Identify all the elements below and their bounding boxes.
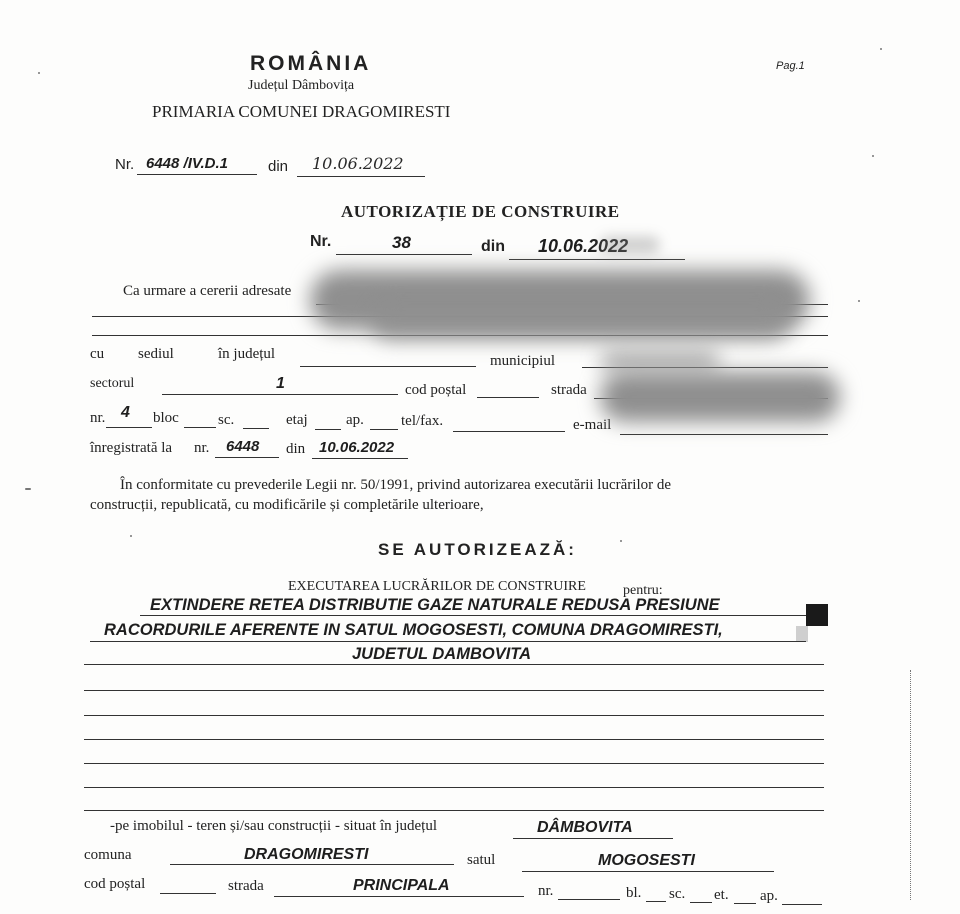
location-cod-postal-line — [160, 893, 216, 894]
works-line-1 — [140, 615, 806, 616]
etaj-line — [315, 429, 341, 430]
works-line-7 — [84, 763, 824, 764]
redaction-blur — [370, 300, 790, 340]
location-cod-postal-label: cod poștal — [84, 876, 146, 892]
document-nr-value: 38 — [392, 233, 411, 252]
country-heading: ROMÂNIA — [250, 52, 372, 75]
location-strada-line — [274, 896, 524, 897]
registration-nr-line — [137, 174, 257, 175]
comuna-label: comuna — [84, 847, 132, 863]
comuna-value: DRAGOMIRESTI — [244, 846, 369, 863]
page-number: Pag.1 — [776, 60, 805, 72]
registered-date-line — [312, 458, 408, 459]
tel-line — [453, 431, 565, 432]
location-nr-label: nr. — [538, 883, 554, 899]
location-nr-line — [558, 899, 620, 900]
registered-nr-line — [215, 457, 279, 458]
location-bl-line — [646, 901, 666, 902]
etaj-label: etaj — [286, 412, 308, 428]
tel-label: tel/fax. — [401, 413, 444, 429]
registered-date: 10.06.2022 — [319, 439, 395, 456]
registered-label: înregistrată la — [90, 440, 173, 456]
comuna-line — [170, 864, 454, 865]
document-date-line — [509, 259, 685, 260]
location-intro: -pe imobilul - teren și/sau construcții - situat în județul — [110, 818, 438, 834]
works-description-line2: RACORDURILE AFERENTE IN SATUL MOGOSESTI, COMUNA DRAGOMIRESTI, — [104, 621, 723, 639]
redaction-blur — [600, 372, 840, 422]
nr-line — [106, 427, 152, 428]
redaction-blur — [600, 350, 720, 372]
email-line — [620, 434, 828, 435]
document-din-label: din — [481, 238, 505, 255]
registration-nr-label: Nr. — [115, 156, 135, 173]
satul-label: satul — [467, 852, 496, 868]
judet-line — [300, 366, 476, 367]
redaction-blur — [600, 236, 660, 254]
scan-speck — [620, 540, 622, 542]
satul-value: MOGOSESTI — [598, 852, 695, 869]
document-nr-label: Nr. — [310, 233, 332, 250]
scan-speck — [858, 300, 860, 302]
cu-label: cu — [90, 346, 105, 362]
location-sc-line — [690, 902, 712, 903]
works-line-5 — [84, 715, 824, 716]
location-et-label: et. — [714, 887, 729, 903]
location-ap-label: ap. — [760, 888, 778, 904]
document-title: AUTORIZAȚIE DE CONSTRUIRE — [341, 202, 620, 221]
location-judet-value: DÂMBOVITA — [537, 819, 633, 836]
satul-line — [522, 871, 774, 872]
registration-date: 10.06.2022 — [312, 154, 404, 173]
registration-nr-value: 6448 /IV.D.1 — [146, 155, 229, 172]
request-label: Ca urmare a cererii adresate — [123, 283, 292, 299]
location-judet-line — [513, 838, 673, 839]
legal-text-line1: În conformitate cu prevederile Legii nr. 50/1991, privind autorizarea executării lucrărilor de — [120, 477, 672, 493]
scan-speck — [130, 535, 132, 537]
sediul-label: sediul — [138, 346, 174, 362]
sector-value: 1 — [276, 375, 285, 392]
registered-nr-label: nr. — [194, 440, 210, 456]
legal-text-line2: construcții, republicată, cu modificările și completările ulterioare, — [90, 497, 484, 513]
works-line-2 — [90, 641, 806, 642]
bloc-label: bloc — [153, 410, 179, 426]
scan-speck — [880, 48, 882, 50]
location-strada-label: strada — [228, 878, 264, 894]
redaction-square — [806, 604, 828, 626]
works-line-8 — [84, 787, 824, 788]
redaction-square — [796, 626, 808, 642]
location-ap-line — [782, 904, 822, 905]
scan-speck — [25, 488, 31, 490]
works-pentru: pentru: — [623, 583, 663, 598]
scan-speck — [38, 72, 40, 74]
works-description-line1: EXTINDERE RETEA DISTRIBUTIE GAZE NATURALE REDUSA PRESIUNE — [150, 596, 720, 614]
registration-din-label: din — [268, 158, 289, 175]
document-nr-line — [336, 254, 472, 255]
email-label: e-mail — [573, 417, 612, 433]
nr-label: nr. — [90, 410, 106, 426]
registered-din-label: din — [286, 441, 306, 457]
authorization-heading: SE AUTORIZEAZĂ: — [378, 540, 577, 559]
nr-value: 4 — [121, 404, 130, 421]
judet-label: în județul — [218, 346, 276, 362]
strada-label: strada — [551, 382, 587, 398]
works-line-3 — [84, 664, 824, 665]
scan-speck — [872, 155, 874, 157]
location-sc-label: sc. — [669, 886, 686, 902]
works-line-4 — [84, 690, 824, 691]
scan-edge-mark — [910, 670, 911, 900]
registration-date-line — [297, 176, 425, 177]
registered-nr-value: 6448 — [226, 438, 260, 455]
sector-label: sectorul — [90, 376, 135, 391]
sc-label: sc. — [218, 412, 235, 428]
works-label: EXECUTAREA LUCRĂRILOR DE CONSTRUIRE — [288, 579, 586, 594]
municipiu-label: municipiul — [490, 353, 555, 369]
location-bl-label: bl. — [626, 885, 642, 901]
works-description-line3: JUDETUL DAMBOVITA — [352, 645, 532, 663]
ap-label: ap. — [346, 412, 364, 428]
cod-postal-line — [477, 397, 539, 398]
sc-line — [243, 428, 269, 429]
cod-postal-label: cod poștal — [405, 382, 467, 398]
sector-line — [162, 394, 398, 395]
document-date: 10.06.2022 — [538, 236, 629, 256]
works-line-9 — [84, 810, 824, 811]
county-name: Județul Dâmbovița — [248, 78, 355, 93]
institution-name: PRIMARIA COMUNEI DRAGOMIRESTI — [152, 102, 451, 121]
location-strada-value: PRINCIPALA — [353, 877, 450, 894]
location-et-line — [734, 903, 756, 904]
works-line-6 — [84, 739, 824, 740]
ap-line — [370, 429, 398, 430]
bloc-line — [184, 427, 216, 428]
